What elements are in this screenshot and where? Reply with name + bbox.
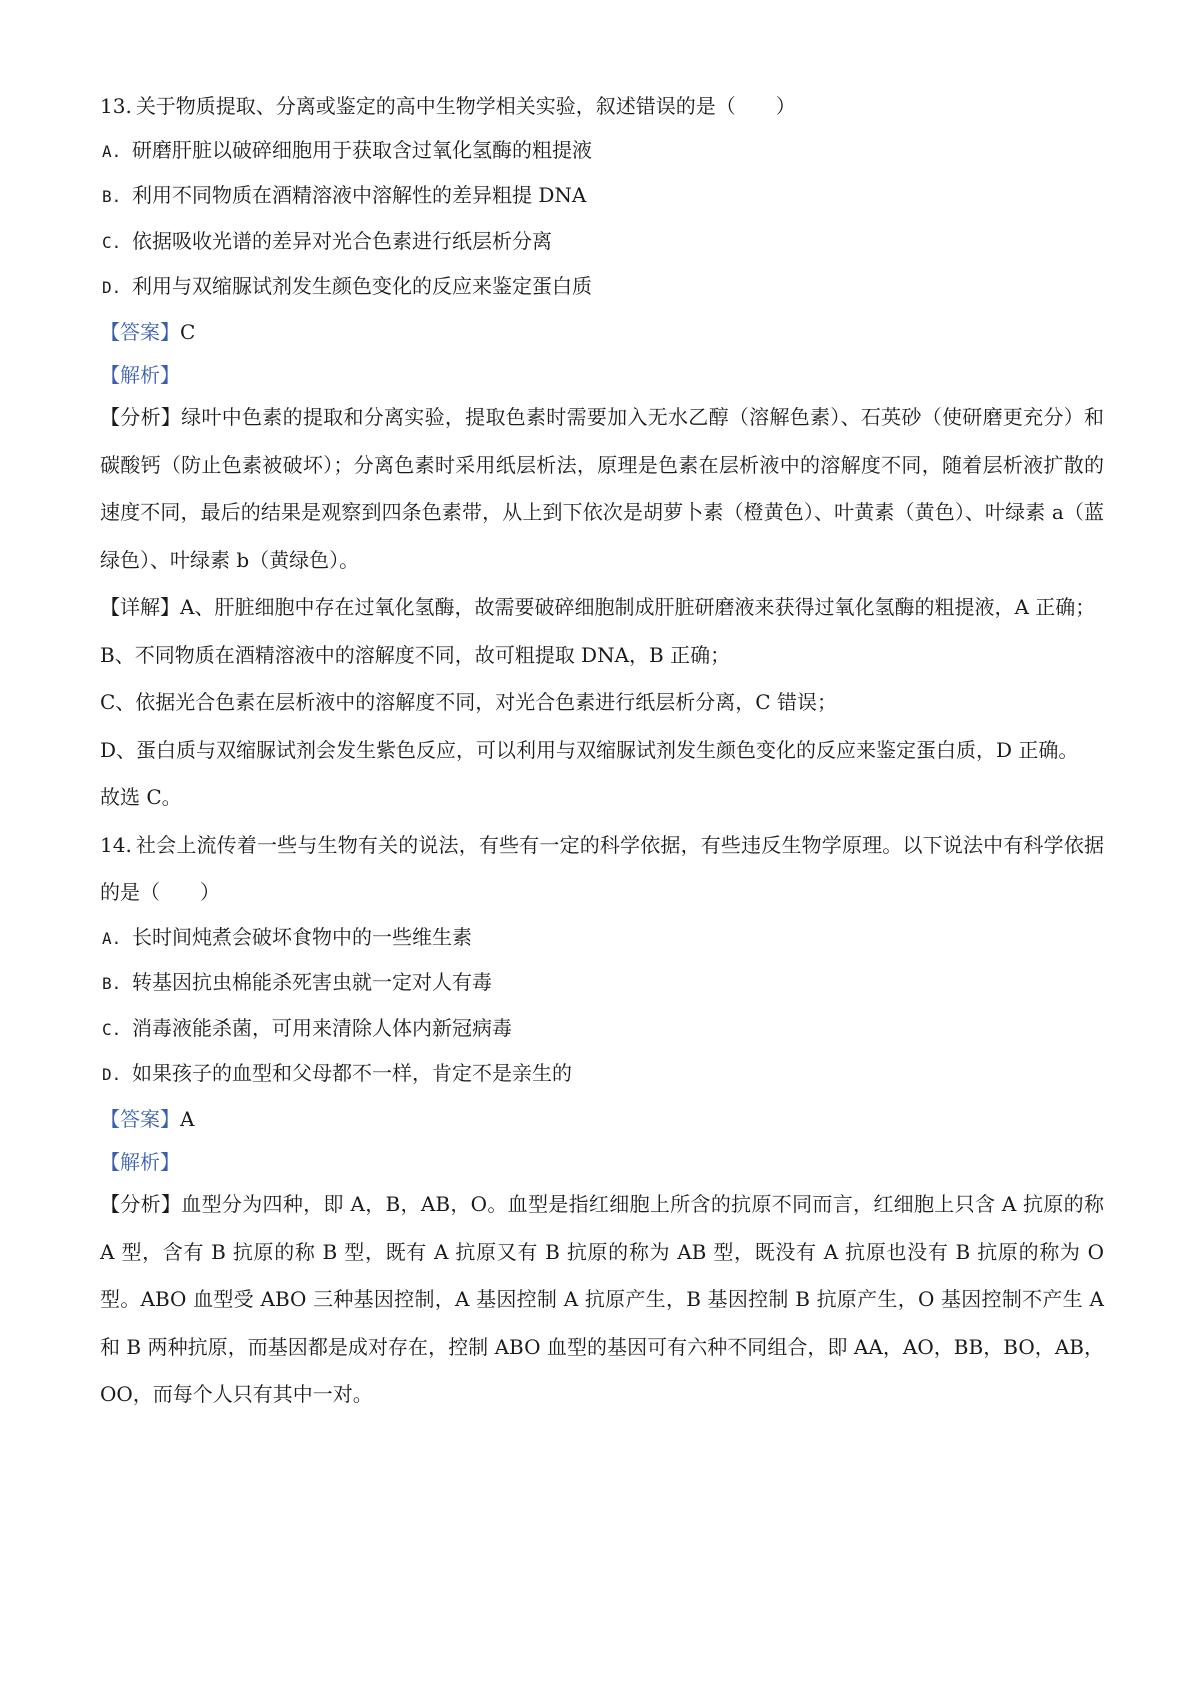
q13-option-d: D. 利用与双缩脲试剂发生颜色变化的反应来鉴定蛋白质 <box>102 274 592 298</box>
q13-option-c: C. 依据吸收光谱的差异对光合色素进行纸层析分离 <box>102 228 552 253</box>
q14-answer-value: A <box>180 1106 195 1131</box>
document-page <box>100 94 1104 1419</box>
q14-analysis-heading: 【解析】 <box>100 1150 180 1174</box>
q14-stem <box>100 822 1104 917</box>
q14-fenxi <box>100 1181 1104 1419</box>
q14-option-b: B. 转基因抗虫棉能杀死害虫就一定对人有毒 <box>102 970 492 994</box>
q14-stem-text: 社会上流传着一些与生物有关的说法，有些有一定的科学依据，有些违反生物学原理。以下说法中有科学依据的是（ ） <box>100 832 1104 904</box>
q14-answer-label: 【答案】 <box>100 1106 180 1131</box>
q14-answer <box>100 1107 1104 1131</box>
q13-option-a: A. 研磨肝脏以破碎细胞用于获取含过氧化氢酶的粗提液 <box>102 137 592 162</box>
q13-fenxi-label: 【分析】 <box>100 405 182 429</box>
q13-conclusion: 故选 C。 <box>100 785 182 809</box>
q13-answer-label: 【答案】 <box>100 319 180 344</box>
q13-xiangjie-c: C、依据光合色素在层析液中的溶解度不同，对光合色素进行纸层析分离，C 错误； <box>100 690 837 714</box>
q13-fenxi-text: 绿叶中色素的提取和分离实验，提取色素时需要加入无水乙醇（溶解色素）、石英砂（使研磨更充分）和碳酸钙（防止色素被破坏）；分离色素时采用纸层析法，原理是色素在层析液中的溶解度不同，随着层析液扩散的速度不同，最后的结果是观察到四条色素带，从上到下依次是胡萝卜素（橙黄色）、叶黄素（黄色）、叶绿素 a（蓝绿色）、叶绿素 b（黄绿色）。 <box>100 405 1105 572</box>
q13-fenxi <box>100 394 1104 584</box>
q13-xiangjie-a: 【详解】A、肝脏细胞中存在过氧化氢酶，故需要破碎细胞制成肝脏研磨液来获得过氧化氢酶的粗提液，A 正确； <box>100 595 1096 619</box>
q14-fenxi-label: 【分析】 <box>100 1192 182 1216</box>
q13-number: 13. <box>100 94 132 118</box>
q13-stem-text: 关于物质提取、分离或鉴定的高中生物学相关实验，叙述错误的是（ ） <box>135 94 796 118</box>
q14-option-d: D. 如果孩子的血型和父母都不一样，肯定不是亲生的 <box>102 1061 572 1085</box>
q13-xiangjie-label: 【详解】 <box>100 595 180 619</box>
q13-xiangjie-d: D、蛋白质与双缩脲试剂会发生紫色反应，可以利用与双缩脲试剂发生颜色变化的反应来鉴定蛋白质，D 正确。 <box>100 737 1079 762</box>
q13-analysis-heading: 【解析】 <box>100 363 180 387</box>
q13-answer <box>100 320 1104 344</box>
q14-fenxi-text: 血型分为四种，即 A，B，AB，O。血型是指红细胞上所含的抗原不同而言，红细胞上只含 A 抗原的称 A 型，含有 B 抗原的称 B 型，既有 A 抗原又有 B 抗原的称为 AB 型，既没有 A 抗原也没有 B 抗原的称为 O 型。ABO 血型受 ABO 三种基因控制，A 基因控制 A 抗原产生，B 基因控制 B 抗原产生，O 基因控制不产生 A 和 B 两种抗原，而基因都是成对存在，控制 ABO 血型的基因可有六种不同组合，即 AA，AO，BB，BO，AB，OO，而每个人只有其中一对。 <box>100 1192 1104 1406</box>
q13-option-b: B. 利用不同物质在酒精溶液中溶解性的差异粗提 DNA <box>102 183 587 207</box>
q14-number: 14. <box>100 832 132 857</box>
q14-option-c: C. 消毒液能杀菌，可用来清除人体内新冠病毒 <box>102 1015 512 1040</box>
q13-answer-value: C <box>180 319 196 344</box>
q13-xiangjie-b: B、不同物质在酒精溶液中的溶解度不同，故可粗提取 DNA，B 正确； <box>100 642 731 667</box>
q14-option-a: A. 长时间炖煮会破坏食物中的一些维生素 <box>102 924 472 949</box>
q13-stem <box>100 94 1104 118</box>
